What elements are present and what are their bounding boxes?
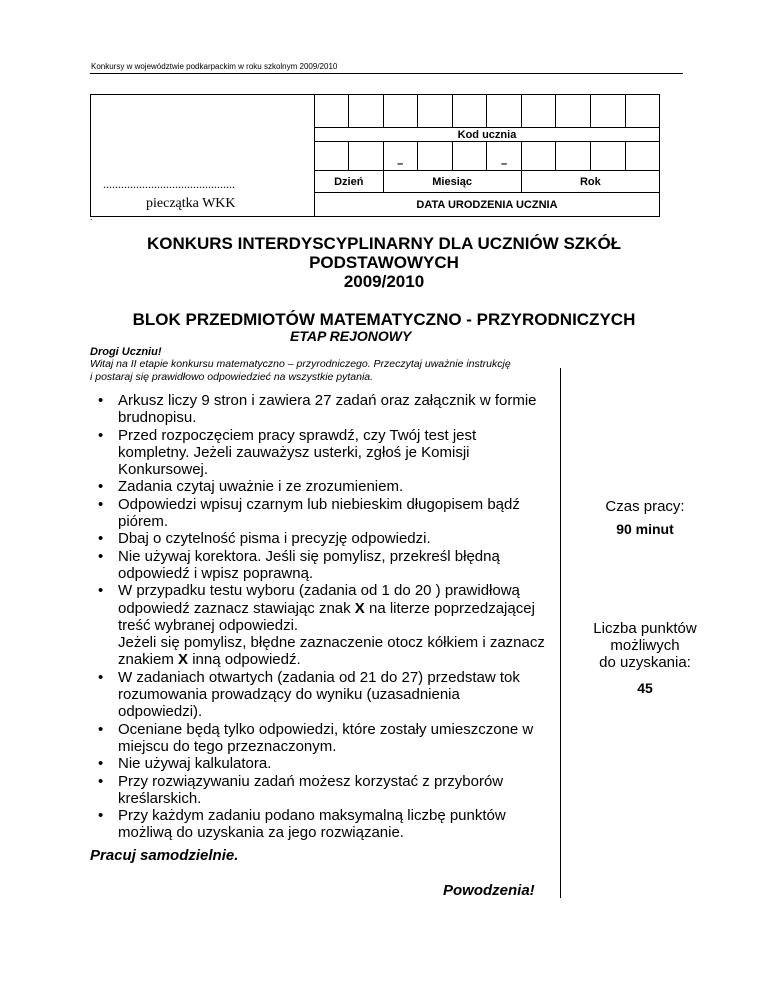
- contest-title-line1: KONKURS INTERDYSCYPLINARNY DLA UCZNIÓW SZKÓŁ: [146, 234, 622, 253]
- instruction-item: • Odpowiedzi wpisuj czarnym lub niebieskim długopisem bądź piórem.: [90, 496, 546, 531]
- birth-year-cell[interactable]: [556, 142, 591, 171]
- code-cell[interactable]: [453, 95, 487, 128]
- points-label-line1: Liczba punktów: [593, 620, 697, 637]
- instruction-text: Jeżeli się pomylisz, błędne zaznaczenie otocz kółkiem i zaznacz znakiem: [118, 634, 545, 669]
- intro-line-2: i postaraj się prawidłowo odpowiedzieć na wszystkie pytania.: [90, 371, 374, 383]
- birth-month-cell[interactable]: [417, 142, 452, 171]
- header-text: Konkursy w województwie podkarpackim w roku szkolnym 2009/2010: [91, 62, 338, 71]
- subject-block-title: BLOK PRZEDMIOTÓW MATEMATYCZNO - PRZYRODNICZYCH: [132, 310, 636, 329]
- code-cell[interactable]: [521, 95, 555, 128]
- instruction-text: W przypadku testu wyboru (zadania od 1 do 20 ) prawidłową odpowiedź zaznacz stawiając znak: [118, 582, 520, 617]
- small-mark: .: [90, 212, 93, 222]
- points-label-line3: do uzyskania:: [599, 654, 691, 671]
- date-dash: –: [487, 142, 521, 171]
- instruction-item: • Arkusz liczy 9 stron i zawiera 27 zadań oraz załącznik w formie brudnopisu.: [90, 392, 546, 427]
- time-label: Czas pracy:: [605, 498, 685, 515]
- birth-year-cell[interactable]: [591, 142, 625, 171]
- points-value: 45: [637, 680, 653, 696]
- mark-symbol: X: [178, 651, 189, 669]
- code-cell[interactable]: [314, 95, 348, 128]
- instruction-text: inną odpowiedź.: [188, 651, 301, 669]
- instruction-item: • Zadania czytaj uważnie i ze zrozumieniem.: [90, 478, 546, 495]
- instruction-item: • Nie używaj korektora. Jeśli się pomylisz, przekreśl błędną odpowiedź i wpisz poprawną.: [90, 548, 546, 583]
- student-code-table: [90, 94, 660, 217]
- code-cell[interactable]: [487, 95, 521, 128]
- instruction-item: • W zadaniach otwartych (zadania od 21 do 27) przedstaw tok rozumowania prowadzący do wyniku (uzasadnienia odpowiedzi).: [90, 669, 546, 721]
- instruction-item: • Przed rozpoczęciem pracy sprawdź, czy Twój test jest kompletny. Jeżeli zauważysz usterki, zgłoś je Komisji Konkursowej.: [90, 427, 546, 479]
- greeting: Drogi Uczniu!: [90, 346, 162, 358]
- code-cell[interactable]: [556, 95, 591, 128]
- work-alone-note: Pracuj samodzielnie.: [90, 847, 239, 864]
- month-label: Miesiąc: [383, 171, 521, 193]
- birth-month-cell[interactable]: [453, 142, 487, 171]
- birth-date-label: DATA URODZENIA UCZNIA: [314, 193, 659, 217]
- birth-day-cell[interactable]: [314, 142, 348, 171]
- birth-year-cell[interactable]: [625, 142, 659, 171]
- instruction-item: • Nie używaj kalkulatora.: [90, 755, 546, 772]
- instruction-item: • Dbaj o czytelność pisma i precyzję odpowiedzi.: [90, 530, 546, 547]
- date-dash: –: [383, 142, 417, 171]
- birth-day-cell[interactable]: [349, 142, 383, 171]
- stamp-dots: ............................................: [103, 177, 235, 191]
- instruction-text: na literze poprzedzającej treść wybranej odpowiedzi.: [118, 599, 535, 634]
- code-cell[interactable]: [383, 95, 417, 128]
- instruction-item: • Przy rozwiązywaniu zadań możesz korzystać z przyborów kreślarskich.: [90, 773, 546, 808]
- code-cell[interactable]: [349, 95, 383, 128]
- stamp-label: pieczątka WKK: [146, 196, 236, 211]
- code-cell[interactable]: [625, 95, 659, 128]
- intro-line-1: Witaj na II etapie konkursu matematyczno – przyrodniczego. Przeczytaj uważnie instrukcję: [90, 358, 511, 370]
- mark-symbol: X: [354, 599, 365, 617]
- good-luck-note: Powodzenia!: [443, 882, 535, 899]
- code-cell[interactable]: [417, 95, 452, 128]
- instruction-item: [90, 582, 546, 668]
- birth-year-cell[interactable]: [521, 142, 555, 171]
- day-label: Dzień: [314, 171, 383, 193]
- instruction-item: • Przy każdym zadaniu podano maksymalną liczbę punktów możliwą do uzyskania za jego rozwiązanie.: [90, 807, 546, 842]
- header-divider: [90, 73, 683, 74]
- stage-title: ETAP REJONOWY: [290, 328, 412, 344]
- code-cell[interactable]: [591, 95, 625, 128]
- instruction-item: • Oceniane będą tylko odpowiedzi, które zostały umieszczone w miejscu do tego przeznaczonym.: [90, 721, 546, 756]
- wkk-stamp-area: [91, 95, 315, 217]
- code-label: Kod ucznia: [314, 128, 659, 142]
- points-label-line2: możliwych: [610, 637, 680, 654]
- instructions-list: [90, 392, 546, 842]
- time-value: 90 minut: [616, 521, 674, 537]
- contest-title-line2: PODSTAWOWYCH: [309, 253, 459, 272]
- contest-year: 2009/2010: [343, 272, 425, 291]
- year-label: Rok: [521, 171, 659, 193]
